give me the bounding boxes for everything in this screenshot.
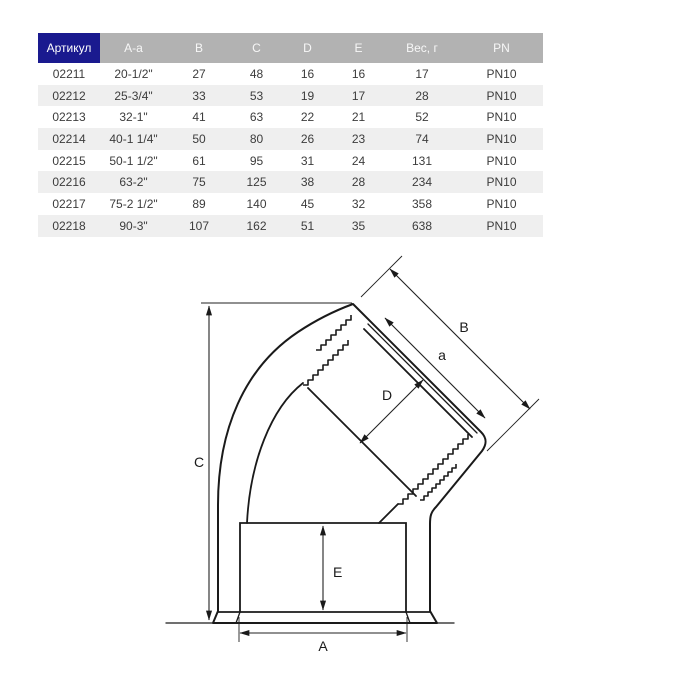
table-cell: PN10 xyxy=(460,171,543,193)
table-cell: 17 xyxy=(415,66,429,81)
table-cell: 16 xyxy=(351,66,366,81)
table-cell: 45 xyxy=(300,196,315,211)
table-cell: 35 xyxy=(333,215,384,237)
thread-zigzag-upper-b xyxy=(303,340,348,385)
table-cell: 61 xyxy=(192,153,206,168)
table-cell: 50 xyxy=(167,128,231,150)
table-cell: 74 xyxy=(384,128,460,150)
table-cell: 107 xyxy=(167,215,231,237)
dim-b-line xyxy=(390,269,530,409)
table-cell: 02212 xyxy=(38,85,100,107)
table-cell: 27 xyxy=(192,66,206,81)
table-cell: 38 xyxy=(282,171,333,193)
dim-label-b: B xyxy=(459,319,469,335)
table-cell: 32-1" xyxy=(119,110,148,125)
flange-flares xyxy=(236,612,410,623)
table-cell: 26 xyxy=(282,128,333,150)
thread-zigzag-lower-a xyxy=(398,434,468,504)
table-cell: 89 xyxy=(192,196,206,211)
table-cell: 75-2 1/2" xyxy=(109,196,158,211)
dim-label-c: C xyxy=(193,454,205,470)
table-cell: 02214 xyxy=(38,128,100,150)
table-cell: PN10 xyxy=(486,153,517,168)
column-header-7: PN xyxy=(460,33,543,63)
table-cell: PN10 xyxy=(486,196,517,211)
column-header-1: A-a xyxy=(100,33,167,63)
inner-wall-curve xyxy=(247,383,303,523)
dim-label-a-bottom: A xyxy=(318,638,328,654)
table-cell: PN10 xyxy=(460,128,543,150)
table-cell: 02216 xyxy=(38,171,100,193)
table-cell: 25-3/4" xyxy=(100,85,167,107)
inner-wall-stub xyxy=(379,504,398,523)
table-cell: 638 xyxy=(384,215,460,237)
table-cell: 23 xyxy=(333,128,384,150)
table-cell: 32 xyxy=(351,196,366,211)
column-header-3: C xyxy=(231,33,282,63)
table-cell: 17 xyxy=(333,85,384,107)
column-header-0: Артикул xyxy=(38,33,100,63)
table-cell: 16 xyxy=(300,66,315,81)
dim-label-small-a: a xyxy=(438,347,446,363)
table-cell: 41 xyxy=(192,110,206,125)
table-cell: 52 xyxy=(415,110,429,125)
column-header-4: D xyxy=(282,33,333,63)
table-cell: 33 xyxy=(167,85,231,107)
table-cell: 28 xyxy=(384,85,460,107)
table-cell: 19 xyxy=(282,85,333,107)
table-cell: 140 xyxy=(246,196,267,211)
table-cell: 131 xyxy=(411,153,433,168)
table-cell: 02218 xyxy=(38,215,100,237)
table-cell: 51 xyxy=(282,215,333,237)
table-cell: 63 xyxy=(249,110,264,125)
table-cell: 95 xyxy=(249,153,264,168)
table-cell: 22 xyxy=(300,110,315,125)
table-cell: 75 xyxy=(167,171,231,193)
table-cell: 02215 xyxy=(52,153,86,168)
table-cell: PN10 xyxy=(486,110,517,125)
table-cell: 80 xyxy=(231,128,282,150)
table-cell: 125 xyxy=(231,171,282,193)
table-cell: 358 xyxy=(411,196,433,211)
table-cell: 90-3" xyxy=(100,215,167,237)
table-cell: PN10 xyxy=(486,66,517,81)
table-cell: 31 xyxy=(300,153,315,168)
table-cell: 48 xyxy=(249,66,264,81)
table-cell: 02211 xyxy=(52,66,86,81)
dim-label-e: E xyxy=(333,564,343,580)
table-cell: 02213 xyxy=(52,110,86,125)
table-cell: 24 xyxy=(351,153,366,168)
thread-end-line xyxy=(308,388,416,496)
table-cell: PN10 xyxy=(460,85,543,107)
table-cell: 40-1 1/4" xyxy=(100,128,167,150)
table-cell: 21 xyxy=(351,110,366,125)
rim-band-inner2 xyxy=(364,329,472,437)
table-cell: PN10 xyxy=(460,215,543,237)
column-header-5: E xyxy=(333,33,384,63)
table-cell: 02217 xyxy=(52,196,86,211)
table-cell: 162 xyxy=(231,215,282,237)
table-cell: 20-1/2" xyxy=(114,66,153,81)
table-cell: 234 xyxy=(384,171,460,193)
table-cell: 53 xyxy=(231,85,282,107)
dim-label-d: D xyxy=(381,387,393,403)
table-cell: 50-1 1/2" xyxy=(109,153,158,168)
table-cell: 28 xyxy=(333,171,384,193)
column-header-6: Вес, г xyxy=(384,33,460,63)
column-header-2: B xyxy=(167,33,231,63)
table-cell: 63-2" xyxy=(100,171,167,193)
